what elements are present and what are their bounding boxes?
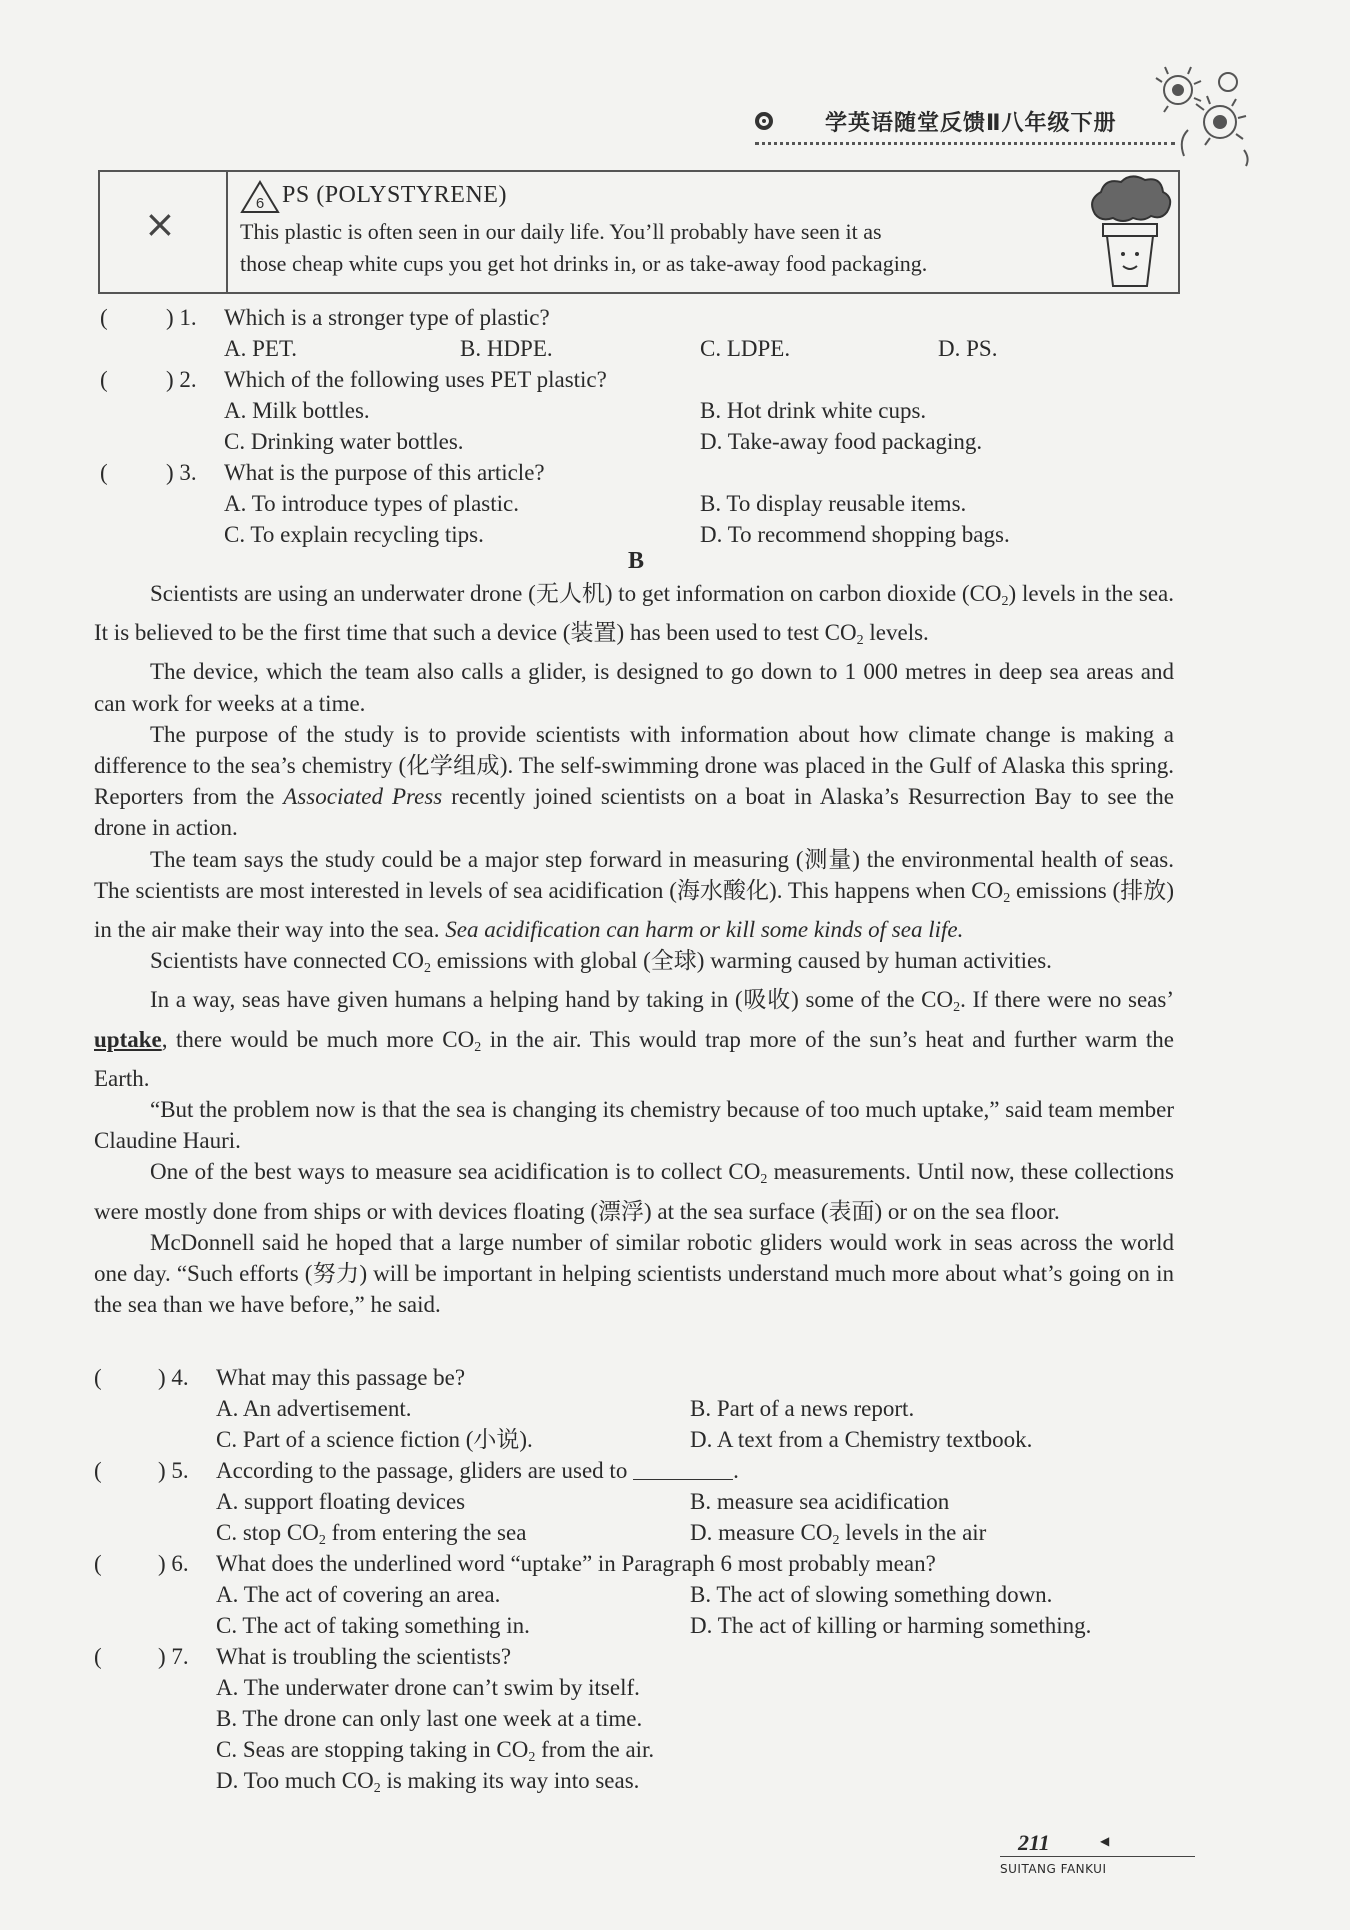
q2-option-b[interactable]: B. Hot drink white cups. — [700, 398, 927, 423]
q1-option-b[interactable]: B. HDPE. — [460, 336, 553, 361]
plastic-name: PS (POLYSTYRENE) — [282, 182, 507, 208]
q7-stem: What is troubling the scientists? — [216, 1644, 512, 1669]
q5-number: ) 5. — [158, 1458, 189, 1483]
plastic-type-table — [98, 170, 1180, 294]
paragraph-5: Scientists have connected $CO_2$ emissions with global (全球) warming caused by human activities. — [150, 948, 1052, 977]
q1-number: ) 1. — [166, 305, 197, 330]
q2-option-c[interactable]: C. Drinking water bottles. — [224, 429, 464, 454]
q2-stem: Which of the following uses PET plastic? — [224, 367, 607, 392]
paragraph-4: The team says the study could be a major step forward in measuring (测量) the environmental health of seas. The scientists are most interested in levels of sea acidification (海水酸化). This happens when $CO_2$ emissions (排放) in the air make their way into the sea. Sea acidification can harm or kill some kinds of sea life. — [94, 846, 1174, 943]
plastic-description — [240, 216, 1020, 280]
q6-option-d[interactable]: D. The act of killing or harming something. — [690, 1613, 1092, 1638]
q2-number: ) 2. — [166, 367, 197, 392]
paragraph-6: In a way, seas have given humans a helping hand by taking in (吸收) some of the $CO_2$. If there were no seas’ uptake, there would be much more $CO_2$ in the air. This would trap more of the sun’s heat and further warm the Earth. — [94, 987, 1175, 1091]
q4-option-a[interactable]: A. An advertisement. — [216, 1396, 412, 1421]
q5-option-d[interactable]: D. measure $CO_2$ levels in the air — [690, 1520, 987, 1548]
page-number: 211 — [1018, 1830, 1050, 1855]
q6-option-b[interactable]: B. The act of slowing something down. — [690, 1582, 1053, 1607]
q5-stem: According to the passage, gliders are used to . — [216, 1458, 739, 1483]
q3-number: ) 3. — [166, 460, 197, 485]
q7-option-c[interactable]: C. Seas are stopping taking in $CO_2$ from the air. — [216, 1737, 655, 1765]
paragraph-9: McDonnell said he hoped that a large number of similar robotic gliders would work in seas across the world one day. “Such efforts (努力) will be important in helping scientists understand much more about what’s going on in the sea than we have before,” he said. — [94, 1229, 1174, 1318]
q2-open-bracket: ( — [100, 367, 108, 392]
recycling-code-icon — [240, 180, 280, 214]
q3-option-c[interactable]: C. To explain recycling tips. — [224, 522, 484, 547]
q1-option-d[interactable]: D. PS. — [938, 336, 998, 361]
q3-open-bracket: ( — [100, 460, 108, 485]
q6-open-bracket: ( — [94, 1551, 102, 1576]
q1-open-bracket: ( — [100, 305, 108, 330]
q4-stem: What may this passage be? — [216, 1365, 466, 1390]
footer-rule — [1000, 1856, 1195, 1857]
paragraph-3: The purpose of the study is to provide scientists with information about how climate change is making a difference to the sea’s chemistry (化学组成). The self-swimming drone was placed in the Gulf of Alaska this spring. Reporters from the Associated Press recently joined scientists on a boat in Alaska’s Resurrection Bay to see the drone in action. — [94, 721, 1174, 841]
section-heading: B — [628, 548, 645, 574]
q4-option-b[interactable]: B. Part of a news report. — [690, 1396, 915, 1421]
series-name: SUITANG FANKUI — [1000, 1862, 1107, 1876]
q3-stem: What is the purpose of this article? — [224, 460, 545, 485]
q7-open-bracket: ( — [94, 1644, 102, 1669]
cup-illustration-icon — [1085, 174, 1175, 292]
paragraph-8: One of the best ways to measure sea acidification is to collect $CO_2$ measurements. Until now, these collections were mostly done from ships or with devices floating (漂浮) at the sea surface (表面) or on the sea floor. — [94, 1159, 1175, 1224]
q6-option-c[interactable]: C. The act of taking something in. — [216, 1613, 530, 1638]
arrow-icon: ◀ — [1100, 1834, 1110, 1848]
reading-passage — [94, 578, 1174, 1320]
q5-option-b[interactable]: B. measure sea acidification — [690, 1489, 950, 1514]
plastic-desc-line-1: This plastic is often seen in our daily life. You’ll probably have seen it as — [240, 219, 882, 244]
q6-stem: What does the underlined word “uptake” in Paragraph 6 most probably mean? — [216, 1551, 936, 1576]
q2-option-d[interactable]: D. Take-away food packaging. — [700, 429, 983, 454]
book-title: 学英语随堂反馈Ⅱ八年级下册 — [825, 111, 1117, 136]
paragraph-1: Scientists are using an underwater drone (无人机) to get information on carbon dioxide $(CO_2)$ levels in the sea. It is believed to be the first time that such a device (装置) has been used to test $CO_2$ levels. — [94, 581, 1174, 649]
q1-option-a[interactable]: A. PET. — [224, 336, 298, 361]
flower-decoration-icon — [1148, 60, 1258, 170]
paragraph-2: The device, which the team also calls a glider, is designed to go down to 1 000 metres in deep sea areas and can work for weeks at a time. — [94, 659, 1174, 716]
header-dotted-rule — [755, 142, 1175, 145]
q5-answer-blank[interactable] — [633, 1461, 733, 1480]
q5-open-bracket: ( — [94, 1458, 102, 1483]
q6-option-a[interactable]: A. The act of covering an area. — [216, 1582, 501, 1607]
q4-open-bracket: ( — [94, 1365, 102, 1390]
q5-option-c[interactable]: C. stop $CO_2$ from entering the sea — [216, 1520, 527, 1548]
table-mark-cell — [100, 172, 228, 292]
recycling-code-number: 6 — [255, 195, 265, 212]
q7-option-b[interactable]: B. The drone can only last one week at a time. — [216, 1706, 643, 1731]
q4-number: ) 4. — [158, 1365, 189, 1390]
q4-option-d[interactable]: D. A text from a Chemistry textbook. — [690, 1427, 1033, 1452]
q2-option-a[interactable]: A. Milk bottles. — [224, 398, 370, 423]
q1-option-c[interactable]: C. LDPE. — [700, 336, 791, 361]
bullet-icon — [755, 112, 773, 130]
cross-mark: × — [144, 202, 176, 246]
page-header — [755, 104, 1175, 144]
q7-number: ) 7. — [158, 1644, 189, 1669]
q3-option-b[interactable]: B. To display reusable items. — [700, 491, 967, 516]
q1-stem: Which is a stronger type of plastic? — [224, 305, 550, 330]
q7-option-d[interactable]: D. Too much $CO_2$ is making its way into seas. — [216, 1768, 640, 1796]
q5-option-a[interactable]: A. support floating devices — [216, 1489, 466, 1514]
q4-option-c[interactable]: C. Part of a science fiction (小说). — [216, 1427, 533, 1452]
plastic-desc-line-2: those cheap white cups you get hot drinks in, or as take-away food packaging. — [240, 251, 928, 276]
q3-option-a[interactable]: A. To introduce types of plastic. — [224, 491, 519, 516]
underlined-word: uptake — [94, 1026, 162, 1052]
q3-option-d[interactable]: D. To recommend shopping bags. — [700, 522, 1010, 547]
q7-option-a[interactable]: A. The underwater drone can’t swim by itself. — [216, 1675, 640, 1700]
paragraph-7: “But the problem now is that the sea is changing its chemistry because of too much uptake,” said team member Claudine Hauri. — [94, 1097, 1174, 1154]
q6-number: ) 6. — [158, 1551, 189, 1576]
